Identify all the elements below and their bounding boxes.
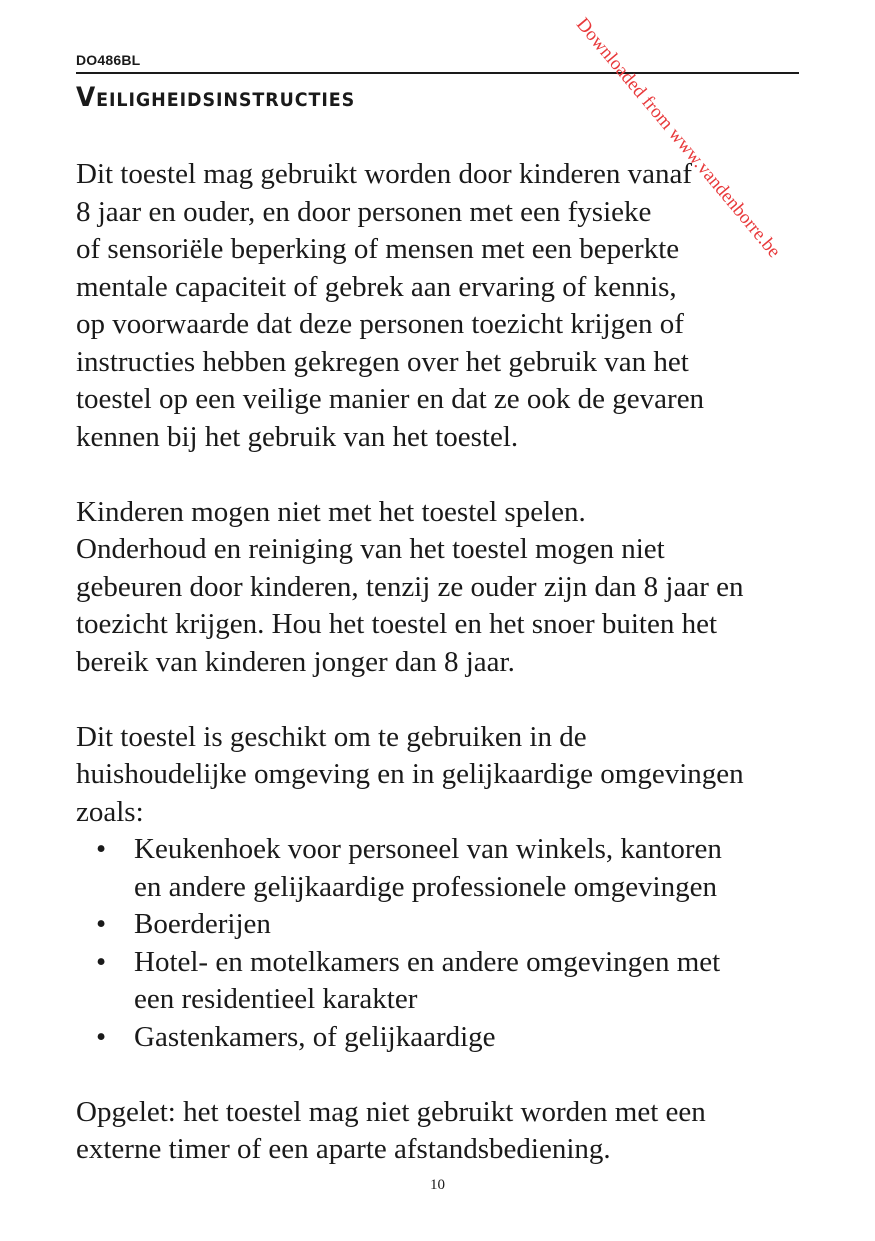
list-item (76, 944, 816, 982)
paragraph-spacer (76, 681, 816, 719)
list-item-text: Gastenkamers, of gelijkaardige (134, 1020, 496, 1053)
text-line: of sensoriële beperking of mensen met een beperkte (76, 233, 680, 265)
environment-list (76, 831, 816, 1056)
bullet-icon: • (96, 1020, 107, 1053)
bullet-icon: • (96, 833, 107, 865)
text-line: Opgelet: het toestel mag niet gebruikt worden met een (76, 1095, 706, 1128)
list-item-text: een residentieel karakter (134, 983, 418, 1015)
watermark: Downloaded from www.vandenborre.be (571, 14, 785, 262)
bullet-icon: • (96, 945, 107, 978)
text-line: op voorwaarde dat deze personen toezicht krijgen of (76, 308, 684, 340)
paragraph-environment (76, 719, 816, 832)
paragraph-spacer (76, 456, 816, 494)
text-line: toestel op een veilige manier en dat ze ook de gevaren (76, 383, 705, 415)
text-line: mentale capaciteit of gebrek aan ervaring of kennis, (76, 270, 677, 303)
text-line: kennen bij het gebruik van het toestel. (76, 420, 519, 453)
paragraph-warning (76, 1094, 816, 1169)
list-item (76, 1019, 816, 1057)
text-line: Dit toestel is geschikt om te gebruiken in de (76, 720, 587, 753)
list-item (76, 906, 816, 944)
text-line: toezicht krijgen. Hou het toestel en het snoer buiten het (76, 608, 718, 640)
header-rule (76, 72, 799, 74)
list-item-text: Hotel- en motelkamers en andere omgevingen met (134, 945, 721, 978)
bullet-icon: • (96, 908, 107, 940)
text-line: gebeuren door kinderen, tenzij ze ouder zijn dan 8 jaar en (76, 570, 744, 603)
text-line: Onderhoud en reiniging van het toestel mogen niet (76, 533, 665, 565)
list-item-text: Boerderijen (134, 908, 271, 940)
page-number: 10 (430, 1177, 445, 1193)
paragraph-spacer (76, 1056, 816, 1094)
text-line: bereik van kinderen jonger dan 8 jaar. (76, 645, 515, 678)
text-line: externe timer of een aparte afstandsbediening. (76, 1133, 611, 1165)
paragraph-children (76, 494, 816, 682)
text-line: Dit toestel mag gebruikt worden door kinderen vanaf (76, 158, 693, 190)
model-number: DO486BL (76, 52, 141, 68)
list-item-text: en andere gelijkaardige professionele omgevingen (134, 870, 717, 903)
list-item-continuation (76, 869, 816, 907)
body-text (76, 156, 816, 1169)
text-line: zoals: (76, 795, 144, 828)
list-item-continuation (76, 981, 816, 1019)
paragraph-usage (76, 156, 816, 456)
list-item-text: Keukenhoek voor personeel van winkels, kantoren (134, 833, 722, 865)
text-line: instructies hebben gekregen over het gebruik van het (76, 345, 689, 378)
section-title: Veiligheidsinstructies (76, 82, 356, 113)
text-line: Kinderen mogen niet met het toestel spelen. (76, 495, 586, 528)
text-line: 8 jaar en ouder, en door personen met een fysieke (76, 195, 652, 228)
text-line: huishoudelijke omgeving en in gelijkaardige omgevingen (76, 758, 744, 790)
list-item (76, 831, 816, 869)
